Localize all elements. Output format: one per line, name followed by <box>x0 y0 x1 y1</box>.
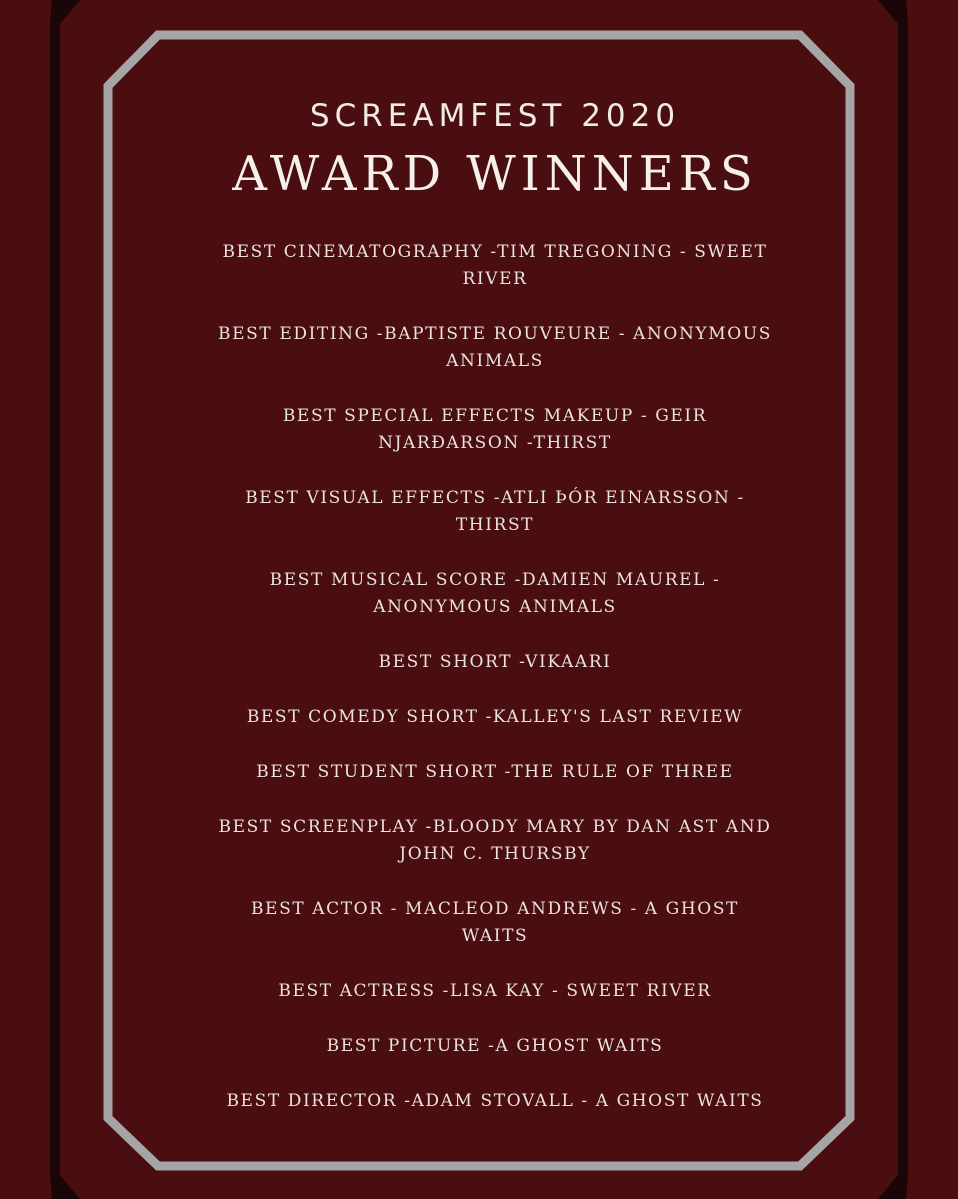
award-best-special-effects-makeup: BEST SPECIAL EFFECTS MAKEUP - GEIR NJARÐARSON -THIRST <box>282 406 708 453</box>
page-title: AWARD WINNERS <box>232 146 758 202</box>
award-best-picture: BEST PICTURE -A GHOST WAITS <box>326 1036 664 1056</box>
award-best-comedy-short: BEST COMEDY SHORT -KALLEY'S LAST REVIEW <box>246 707 744 727</box>
award-best-editing: BEST EDITING -BAPTISTE ROUVEURE - ANONYMOUS ANIMALS <box>218 324 772 371</box>
award-best-musical-score: BEST MUSICAL SCORE -DAMIEN MAUREL - ANONYMOUS ANIMALS <box>269 570 721 617</box>
event-subtitle: SCREAMFEST 2020 <box>309 98 681 134</box>
awards-list <box>130 239 860 1115</box>
award-best-actress: BEST ACTRESS -LISA KAY - SWEET RIVER <box>278 981 712 1001</box>
award-best-student-short: BEST STUDENT SHORT -THE RULE OF THREE <box>256 762 734 782</box>
award-best-actor: BEST ACTOR - MACLEOD ANDREWS - A GHOST WAITS <box>250 899 740 946</box>
outer-right-band <box>878 0 908 1199</box>
award-best-screenplay: BEST SCREENPLAY -BLOODY MARY BY DAN AST AND JOHN C. THURSBY <box>218 817 772 864</box>
award-best-director: BEST DIRECTOR -ADAM STOVALL - A GHOST WAITS <box>226 1091 764 1111</box>
award-best-cinematography: BEST CINEMATOGRAPHY -TIM TREGONING - SWEET RIVER <box>222 242 768 289</box>
outer-left-band <box>50 0 80 1199</box>
award-best-visual-effects: BEST VISUAL EFFECTS -ATLI ÞÓR EINARSSON -THIRST <box>245 488 745 535</box>
award-best-short: BEST SHORT -VIKAARI <box>378 652 612 672</box>
poster-content <box>130 88 860 1143</box>
